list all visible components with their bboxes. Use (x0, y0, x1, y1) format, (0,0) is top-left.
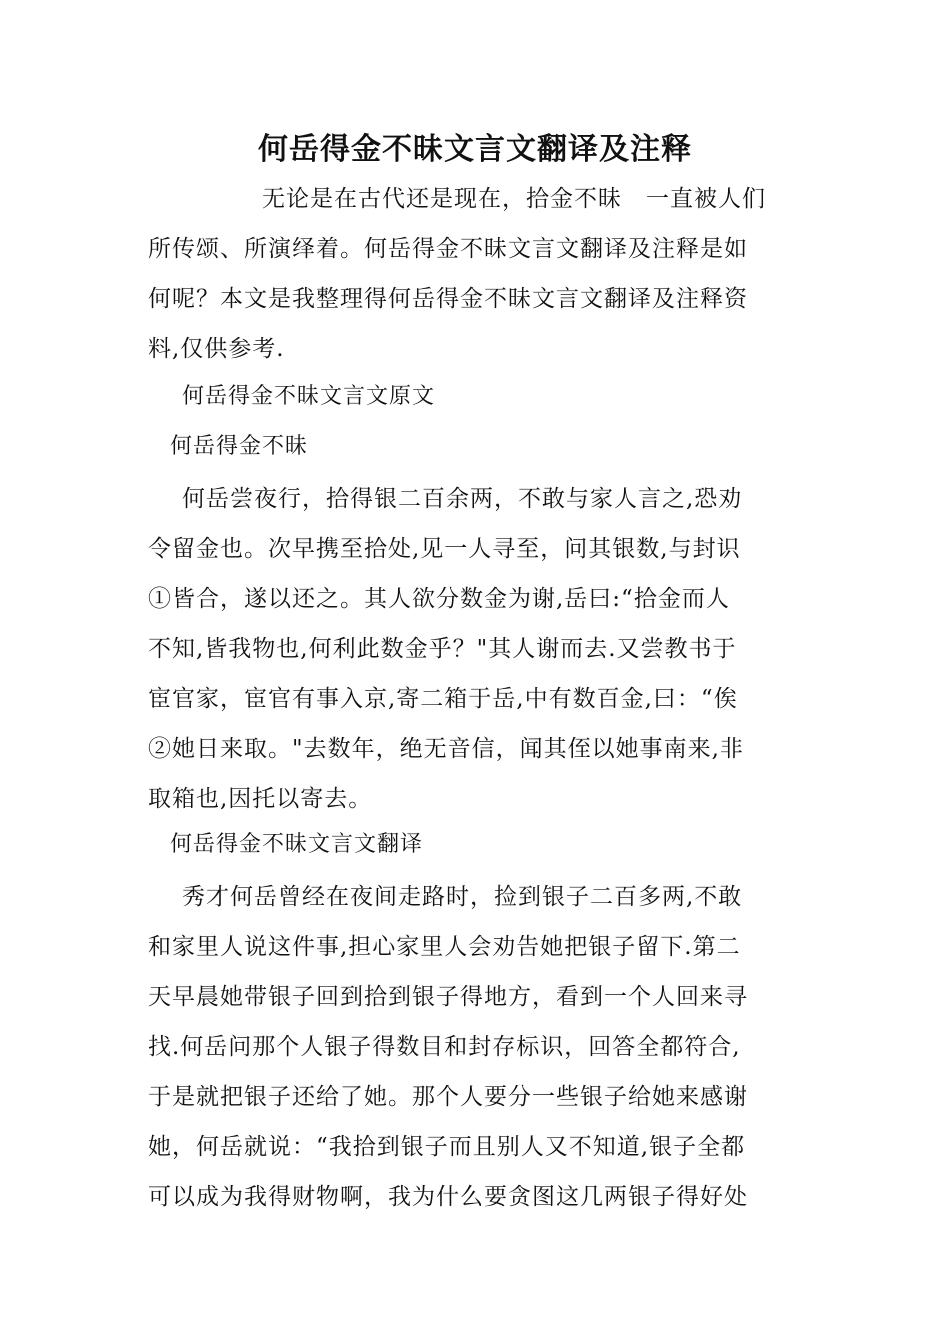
translation-line: 可以成为我得财物啊，我为什么要贪图这几两银子得好处 (148, 1184, 748, 1210)
original-line: 令留金也。次早携至拾处,见一人寻至，问其银数,与封识 (148, 536, 741, 562)
intro-line: 无论是在古代还是现在，拾金不昧 一直被人们 (262, 186, 766, 212)
original-line: 取箱也,因托以寄去。 (148, 786, 373, 812)
original-line: 宦官家，宦官有事入京,寄二箱于岳,中有数百金,曰：“俟 (148, 686, 738, 712)
translation-line: 和家里人说这件事,担心家里人会劝告她把银子留下.第二 (148, 934, 741, 960)
document-title: 何岳得金不昧文言文翻译及注释 (258, 132, 692, 167)
translation-line: 天早晨她带银子回到拾到银子得地方，看到一个人回来寻 (148, 984, 748, 1010)
section-heading-translation: 何岳得金不昧文言文翻译 (170, 832, 424, 857)
original-text-title: 何岳得金不昧 (170, 434, 309, 459)
intro-line: 所传颂、所演绎着。何岳得金不昧文言文翻译及注释是如 (148, 236, 748, 262)
intro-line: 何呢？本文是我整理得何岳得金不昧文言文翻译及注释资 (148, 286, 748, 312)
original-line: 不知,皆我物也,何利此数金乎？"其人谢而去.又尝教书于 (148, 636, 737, 662)
translation-line: 于是就把银子还给了她。那个人要分一些银子给她来感谢 (148, 1084, 748, 1110)
original-line: ①皆合，遂以还之。其人欲分数金为谢,岳曰:“拾金而人 (148, 586, 730, 612)
original-line: ②她日来取。"去数年，绝无音信，闻其侄以她事南来,非 (148, 736, 744, 762)
translation-line: 她，何岳就说：“我拾到银子而且别人又不知道,银子全都 (148, 1134, 746, 1160)
original-line: 何岳尝夜行，拾得银二百余两，不敢与家人言之,恐劝 (182, 486, 743, 512)
intro-line: 料,仅供参考. (148, 336, 285, 362)
translation-line: 秀才何岳曾经在夜间走路时，捡到银子二百多两,不敢 (182, 884, 743, 910)
translation-line: 找.何岳问那个人银子得数目和封存标识，回答全都符合, (148, 1034, 741, 1060)
section-heading-original: 何岳得金不昧文言文原文 (182, 384, 436, 409)
